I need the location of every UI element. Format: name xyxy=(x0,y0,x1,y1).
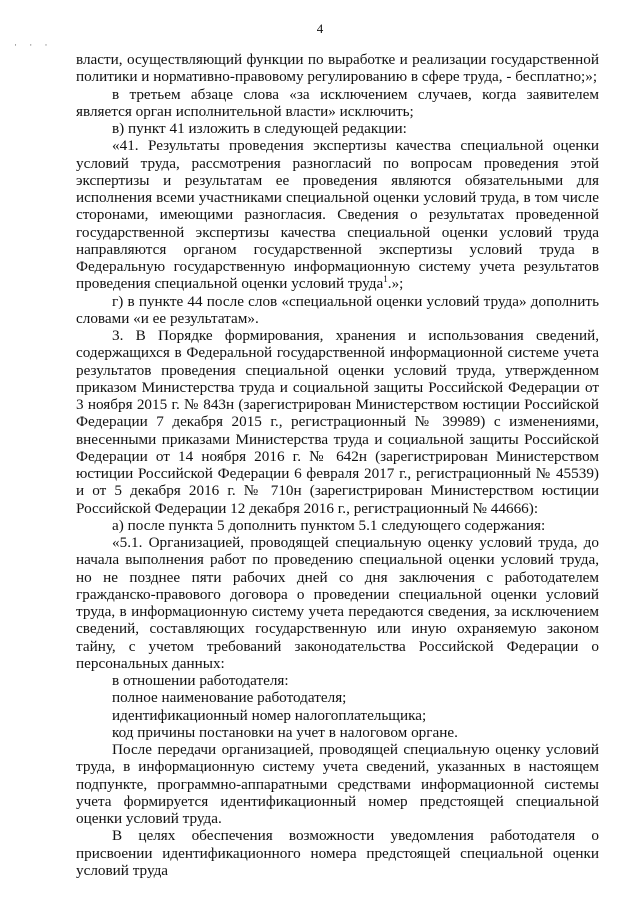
point-41-text: «41. Результаты проведения экспертизы качества специальной оценки условий труда, рассмотрения разногласий по вопросам проведения этой экспертизы и результатам ее проведения являются обязательными для исполнения всеми участниками специальной оценки условий труда, в том числе сторонами, имеющими разногласия. Сведения о результатах проведенной государственной экспертизы качества специальной оценки условий труда направляются органом государственной экспертизы условий труда в Федеральную государственную информационную систему учета результатов проведения специальной оценки условий труда xyxy=(76,137,599,293)
footnote-marker: 1 xyxy=(383,274,388,285)
list-item: в отношении работодателя: xyxy=(112,672,289,689)
page-number: 4 xyxy=(316,21,324,36)
paragraph-item-g: г) в пункте 44 после слов «специальной оценки условий труда» дополнить словами «и ее результатам». xyxy=(76,292,599,327)
paragraph-item-a: а) после пункта 5 дополнить пунктом 5.1 следующего содержания: xyxy=(112,516,546,534)
paragraph-third-subparagraph: в третьем абзаце слова «за исключением случаев, когда заявителем является орган исполнительной власти» исключить; xyxy=(76,85,599,120)
paragraph-notification: В целях обеспечения возможности уведомления работодателя о присвоении идентификационного номера предстоящей специальной оценки условий труда xyxy=(76,827,599,879)
document-body xyxy=(76,51,599,879)
paragraph-point-41 xyxy=(76,137,599,292)
paragraph-item-v: в) пункт 41 изложить в следующей редакции: xyxy=(112,120,407,137)
paragraph-after-transfer: После передачи организацией, проводящей специальную оценку условий труда, в информационную систему учета сведений, указанных в настоящем подпункте, программно-аппаратными средствами информационной системы учета формируется идентификационный номер предстоящей специальной оценки условий труда. xyxy=(76,741,599,827)
point-41-tail: .»; xyxy=(387,275,404,293)
paragraph-continuation: власти, осуществляющий функции по выработке и реализации государственной политики и нормативно-правовому регулированию в сфере труда, - бесплатно;»; xyxy=(76,51,599,86)
scan-specks: · · · xyxy=(14,40,53,50)
paragraph-point-5-1: «5.1. Организацией, проводящей специальную оценку условий труда, до начала выполнения работ по проведению специальной оценки условий труда, но не позднее пяти рабочих дней со дня заключения с работодателем гражданско-правового договора о проведении специальной оценки условий труда, в информационную систему учета передаются сведения, за исключением сведений, составляющих государственную или иную охраняемую законом тайну, с учетом требований законодательства Российской Федерации о персональных данных: xyxy=(76,534,599,672)
list-item: полное наименование работодателя; xyxy=(112,689,347,707)
list-item: код причины постановки на учет в налоговом органе. xyxy=(112,723,458,741)
paragraph-section-3: 3. В Порядке формирования, хранения и использования сведений, содержащихся в Федеральной государственной информационной системе учета результатов проведения специальной оценки условий труда, утвержденном приказом Министерства труда и социальной защиты Российской Федерации от 3 ноября 2015 г. № 843н (зарегистрирован Министерством юстиции Российской Федерации 7 декабря 2015 г., регистрационный № 39989) с изменениями, внесенными приказами Министерства труда и социальной защиты Российской Федерации от 14 ноября 2016 г. № 642н (зарегистрирован Министерством юстиции Российской Федерации 6 февраля 2017 г., регистрационный № 45539) и от 5 декабря 2016 г. № 710н (зарегистрирован Министерством юстиции Российской Федерации 12 декабря 2016 г., регистрационный № 44666): xyxy=(76,327,599,517)
list-item: идентификационный номер налогоплательщика; xyxy=(112,706,427,724)
